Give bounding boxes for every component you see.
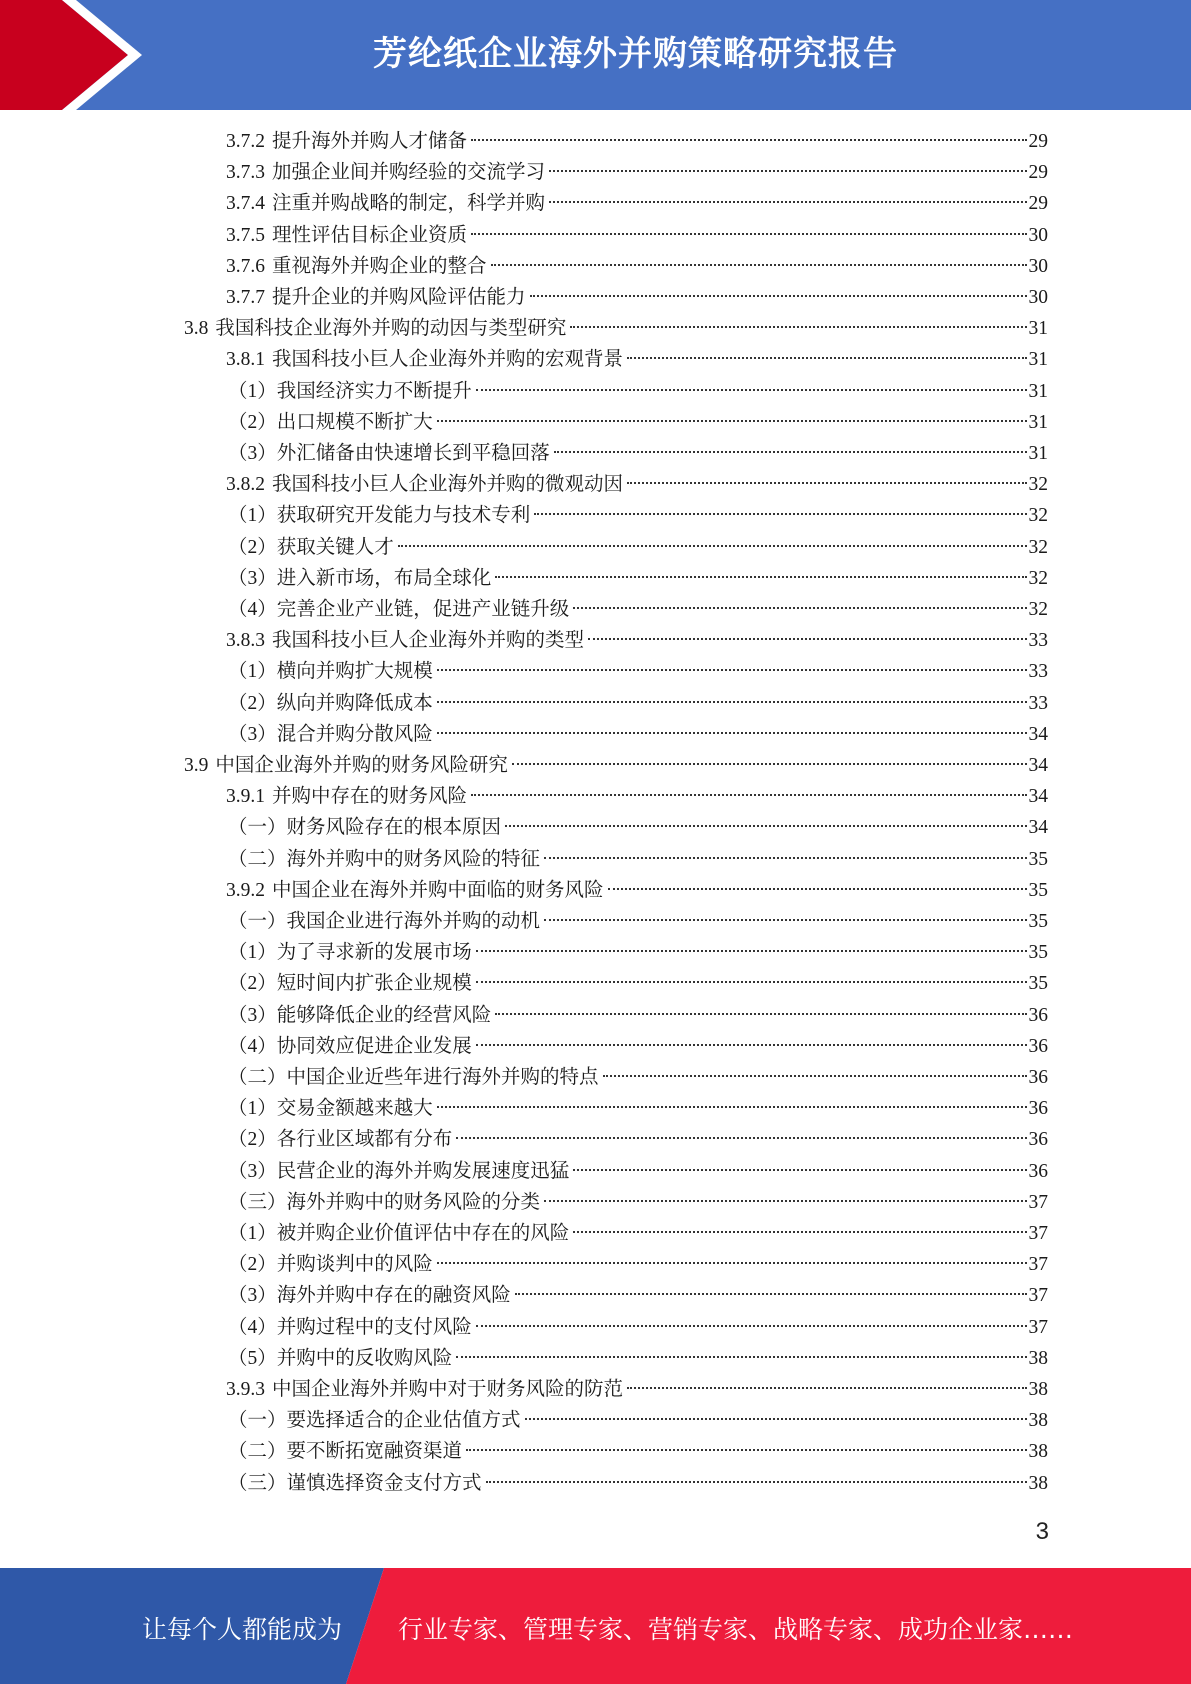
toc-entry-title: 注重并购战略的制定，科学并购	[272, 193, 546, 214]
toc-entry[interactable]	[228, 1343, 1048, 1374]
toc-dot-leader	[437, 420, 1027, 422]
toc-dot-leader	[491, 264, 1027, 266]
toc-dot-leader	[627, 357, 1026, 359]
toc-entry[interactable]	[228, 844, 1048, 875]
toc-entry-page: 38	[1028, 1410, 1048, 1431]
toc-entry[interactable]	[228, 1031, 1048, 1062]
toc-entry[interactable]	[228, 407, 1048, 438]
toc-entry-title: 加强企业间并购经验的交流学习	[272, 162, 546, 183]
toc-entry-number: 3.7.5	[226, 225, 265, 246]
toc-entry-title: 我国科技企业海外并购的动因与类型研究	[215, 318, 567, 339]
toc-entry[interactable]	[226, 157, 1048, 188]
toc-dot-leader	[476, 389, 1027, 391]
toc-dot-leader	[544, 919, 1026, 921]
toc-entry[interactable]	[228, 1436, 1048, 1467]
toc-entry[interactable]	[228, 376, 1048, 407]
toc-entry[interactable]	[226, 875, 1048, 906]
toc-entry-title: （二）海外并购中的财务风险的特征	[228, 849, 541, 870]
toc-entry-title: （二）中国企业近些年进行海外并购的特点	[228, 1067, 599, 1088]
toc-entry[interactable]	[226, 781, 1048, 812]
toc-entry-page: 35	[1028, 973, 1048, 994]
toc-entry-page: 36	[1028, 1036, 1048, 1057]
toc-entry[interactable]	[228, 1249, 1048, 1280]
toc-entry-page: 32	[1028, 599, 1048, 620]
toc-entry-page: 36	[1028, 1098, 1048, 1119]
toc-dot-leader	[534, 513, 1026, 515]
toc-entry-page: 29	[1028, 162, 1048, 183]
toc-entry-number: 3.8.3	[226, 630, 265, 651]
toc-entry-page: 32	[1028, 474, 1048, 495]
toc-dot-leader	[573, 1169, 1026, 1171]
toc-dot-leader	[437, 1106, 1027, 1108]
toc-entry-title: 中国企业在海外并购中面临的财务风险	[272, 880, 604, 901]
toc-dot-leader	[573, 1231, 1026, 1233]
toc-dot-leader	[398, 545, 1027, 547]
toc-entry-page: 32	[1028, 537, 1048, 558]
toc-entry[interactable]	[228, 563, 1048, 594]
toc-entry[interactable]	[226, 1374, 1048, 1405]
toc-entry[interactable]	[226, 469, 1048, 500]
toc-entry[interactable]	[228, 1000, 1048, 1031]
toc-entry-page: 37	[1028, 1223, 1048, 1244]
toc-entry[interactable]	[228, 1093, 1048, 1124]
toc-entry-title: 中国企业海外并购的财务风险研究	[215, 755, 508, 776]
toc-entry-number: 3.7.4	[226, 193, 265, 214]
toc-dot-leader	[544, 1200, 1026, 1202]
toc-dot-leader	[456, 1356, 1026, 1358]
toc-entry-title: 理性评估目标企业资质	[272, 225, 468, 246]
toc-entry[interactable]	[228, 812, 1048, 843]
toc-dot-leader	[471, 139, 1026, 141]
toc-dot-leader	[437, 701, 1027, 703]
toc-entry[interactable]	[228, 688, 1048, 719]
toc-dot-leader	[437, 1262, 1027, 1264]
toc-entry[interactable]	[228, 594, 1048, 625]
toc-entry-page: 38	[1028, 1379, 1048, 1400]
toc-dot-leader	[456, 1137, 1026, 1139]
toc-dot-leader	[512, 763, 1027, 765]
toc-entry-number: 3.8.1	[226, 349, 265, 370]
toc-dot-leader	[627, 1387, 1026, 1389]
toc-entry[interactable]	[228, 1062, 1048, 1093]
footer-slogan-right: 行业专家、管理专家、营销专家、战略专家、成功企业家……	[398, 1615, 1074, 1644]
toc-entry-page: 34	[1028, 724, 1048, 745]
footer-band	[0, 1568, 1191, 1684]
toc-dot-leader	[476, 1325, 1027, 1327]
toc-entry-title: （1）获取研究开发能力与技术专利	[228, 505, 531, 526]
toc-entry-title: （3）混合并购分散风险	[228, 724, 433, 745]
toc-entry-page: 38	[1028, 1441, 1048, 1462]
toc-entry-number: 3.7.3	[226, 162, 265, 183]
toc-entry-title: 我国科技小巨人企业海外并购的宏观背景	[272, 349, 624, 370]
toc-entry-page: 30	[1028, 287, 1048, 308]
toc-entry-page: 33	[1028, 630, 1048, 651]
toc-entry-title: （2）获取关键人才	[228, 537, 394, 558]
toc-entry-page: 37	[1028, 1192, 1048, 1213]
toc-entry-page: 35	[1028, 880, 1048, 901]
toc-entry-title: （2）出口规模不断扩大	[228, 412, 433, 433]
toc-entry-page: 35	[1028, 911, 1048, 932]
toc-entry-title: （2）纵向并购降低成本	[228, 693, 433, 714]
toc-dot-leader	[476, 981, 1027, 983]
toc-dot-leader	[505, 825, 1026, 827]
toc-entry-title: （4）协同效应促进企业发展	[228, 1036, 472, 1057]
toc-entry-page: 31	[1028, 318, 1048, 339]
page-number: 3	[1035, 1518, 1049, 1545]
toc-entry[interactable]	[228, 1405, 1048, 1436]
toc-dot-leader	[471, 233, 1026, 235]
toc-entry-number: 3.7.6	[226, 256, 265, 277]
toc-dot-leader	[549, 201, 1026, 203]
toc-entry-title: （3）进入新市场，布局全球化	[228, 568, 492, 589]
toc-entry-page: 37	[1028, 1317, 1048, 1338]
toc-dot-leader	[554, 451, 1027, 453]
toc-entry-page: 29	[1028, 193, 1048, 214]
toc-entry[interactable]	[226, 344, 1048, 375]
report-title: 芳纶纸企业海外并购策略研究报告	[373, 34, 898, 74]
toc-entry-page: 34	[1028, 755, 1048, 776]
footer-slogan-left: 让每个人都能成为	[142, 1615, 343, 1644]
toc-entry[interactable]	[228, 968, 1048, 999]
toc-entry-title: 并购中存在的财务风险	[272, 786, 468, 807]
toc-entry[interactable]	[228, 500, 1048, 531]
toc-dot-leader	[525, 1418, 1027, 1420]
toc-entry-page: 37	[1028, 1285, 1048, 1306]
toc-entry-title: （1）被并购企业价值评估中存在的风险	[228, 1223, 570, 1244]
toc-entry-title: （一）财务风险存在的根本原因	[228, 817, 502, 838]
toc-entry[interactable]	[226, 126, 1048, 157]
toc-entry-title: （1）交易金额越来越大	[228, 1098, 433, 1119]
toc-dot-leader	[476, 1044, 1027, 1046]
toc-entry-page: 33	[1028, 661, 1048, 682]
toc-entry-number: 3.9.3	[226, 1379, 265, 1400]
toc-entry-page: 38	[1028, 1473, 1048, 1494]
toc-entry[interactable]	[228, 438, 1048, 469]
toc-dot-leader	[570, 326, 1026, 328]
toc-dot-leader	[486, 1481, 1027, 1483]
toc-entry[interactable]	[228, 719, 1048, 750]
toc-dot-leader	[437, 732, 1027, 734]
toc-entry-page: 33	[1028, 693, 1048, 714]
toc-entry-title: 提升海外并购人才储备	[272, 131, 468, 152]
toc-entry[interactable]	[226, 251, 1048, 282]
toc-entry[interactable]	[228, 1218, 1048, 1249]
toc-entry-title: （一）要选择适合的企业估值方式	[228, 1410, 521, 1431]
toc-entry-title: （3）海外并购中存在的融资风险	[228, 1285, 511, 1306]
toc-dot-leader	[495, 576, 1026, 578]
toc-entry-title: （3）能够降低企业的经营风险	[228, 1005, 492, 1026]
toc-entry-title: （4）并购过程中的支付风险	[228, 1317, 472, 1338]
toc-entry-page: 36	[1028, 1161, 1048, 1182]
toc-dot-leader	[608, 888, 1027, 890]
toc-dot-leader	[530, 295, 1027, 297]
toc-entry-page: 30	[1028, 256, 1048, 277]
toc-entry-page: 38	[1028, 1348, 1048, 1369]
toc-entry-number: 3.9.1	[226, 786, 265, 807]
toc-entry-title: （2）各行业区域都有分布	[228, 1129, 453, 1150]
toc-entry-title: 重视海外并购企业的整合	[272, 256, 487, 277]
toc-entry-title: 我国科技小巨人企业海外并购的类型	[272, 630, 585, 651]
toc-entry-number: 3.7.2	[226, 131, 265, 152]
toc-entry[interactable]	[228, 906, 1048, 937]
toc-dot-leader	[471, 794, 1026, 796]
toc-entry[interactable]	[228, 532, 1048, 563]
toc-entry-page: 30	[1028, 225, 1048, 246]
toc-entry-page: 29	[1028, 131, 1048, 152]
toc-entry[interactable]	[228, 1124, 1048, 1155]
toc-entry-page: 35	[1028, 849, 1048, 870]
toc-entry-page: 35	[1028, 942, 1048, 963]
toc-entry-page: 31	[1028, 349, 1048, 370]
toc-entry[interactable]	[228, 1468, 1048, 1499]
toc-entry-page: 36	[1028, 1067, 1048, 1088]
toc-entry-title: 中国企业海外并购中对于财务风险的防范	[272, 1379, 624, 1400]
toc-entry-page: 31	[1028, 443, 1048, 464]
toc-entry[interactable]	[226, 625, 1048, 656]
toc-entry-number: 3.8	[184, 318, 209, 339]
toc-entry-title: （2）并购谈判中的风险	[228, 1254, 433, 1275]
toc-dot-leader	[476, 950, 1027, 952]
toc-entry[interactable]	[226, 220, 1048, 251]
toc-entry-page: 31	[1028, 381, 1048, 402]
toc-entry-page: 36	[1028, 1129, 1048, 1150]
toc-entry-title: （1）我国经济实力不断提升	[228, 381, 472, 402]
toc-dot-leader	[573, 607, 1026, 609]
toc-entry-page: 32	[1028, 568, 1048, 589]
toc-entry[interactable]	[228, 1280, 1048, 1311]
toc-entry-title: （一）我国企业进行海外并购的动机	[228, 911, 541, 932]
toc-dot-leader	[544, 857, 1026, 859]
toc-entry-page: 31	[1028, 412, 1048, 433]
toc-entry-title: （2）短时间内扩张企业规模	[228, 973, 472, 994]
toc-dot-leader	[437, 669, 1027, 671]
toc-entry-title: 我国科技小巨人企业海外并购的微观动因	[272, 474, 624, 495]
toc-entry[interactable]	[226, 282, 1048, 313]
toc-dot-leader	[603, 1075, 1027, 1077]
toc-dot-leader	[495, 1013, 1026, 1015]
toc-entry-title: （二）要不断拓宽融资渠道	[228, 1441, 463, 1462]
toc-entry-number: 3.9	[184, 755, 209, 776]
toc-entry-page: 34	[1028, 817, 1048, 838]
toc-entry-page: 34	[1028, 786, 1048, 807]
toc-entry[interactable]	[228, 1187, 1048, 1218]
toc-dot-leader	[466, 1449, 1026, 1451]
toc-entry-title: （5）并购中的反收购风险	[228, 1348, 453, 1369]
toc-entry-number: 3.9.2	[226, 880, 265, 901]
toc-entry[interactable]	[228, 1156, 1048, 1187]
toc-entry-title: 提升企业的并购风险评估能力	[272, 287, 526, 308]
toc-entry-title: （1）为了寻求新的发展市场	[228, 942, 472, 963]
toc-entry-page: 32	[1028, 505, 1048, 526]
toc-entry-title: （3）外汇储备由快速增长到平稳回落	[228, 443, 550, 464]
toc-entry-title: （三）谨慎选择资金支付方式	[228, 1473, 482, 1494]
toc-entry-title: （4）完善企业产业链，促进产业链升级	[228, 599, 570, 620]
toc-entry-number: 3.7.7	[226, 287, 265, 308]
toc-dot-leader	[515, 1293, 1027, 1295]
toc-entry[interactable]	[228, 1312, 1048, 1343]
toc-entry[interactable]	[184, 750, 1048, 781]
toc-entry-number: 3.8.2	[226, 474, 265, 495]
toc-dot-leader	[627, 482, 1026, 484]
toc-entry[interactable]	[228, 656, 1048, 687]
toc-entry-title: （3）民营企业的海外并购发展速度迅猛	[228, 1161, 570, 1182]
toc-entry[interactable]	[184, 313, 1048, 344]
toc-entry-title: （1）横向并购扩大规模	[228, 661, 433, 682]
toc-entry-title: （三）海外并购中的财务风险的分类	[228, 1192, 541, 1213]
toc-entry-page: 36	[1028, 1005, 1048, 1026]
toc-dot-leader	[549, 170, 1026, 172]
toc-entry[interactable]	[226, 188, 1048, 219]
toc-entry[interactable]	[228, 937, 1048, 968]
toc-dot-leader	[588, 638, 1026, 640]
toc-entry-page: 37	[1028, 1254, 1048, 1275]
header-band	[0, 0, 1191, 110]
